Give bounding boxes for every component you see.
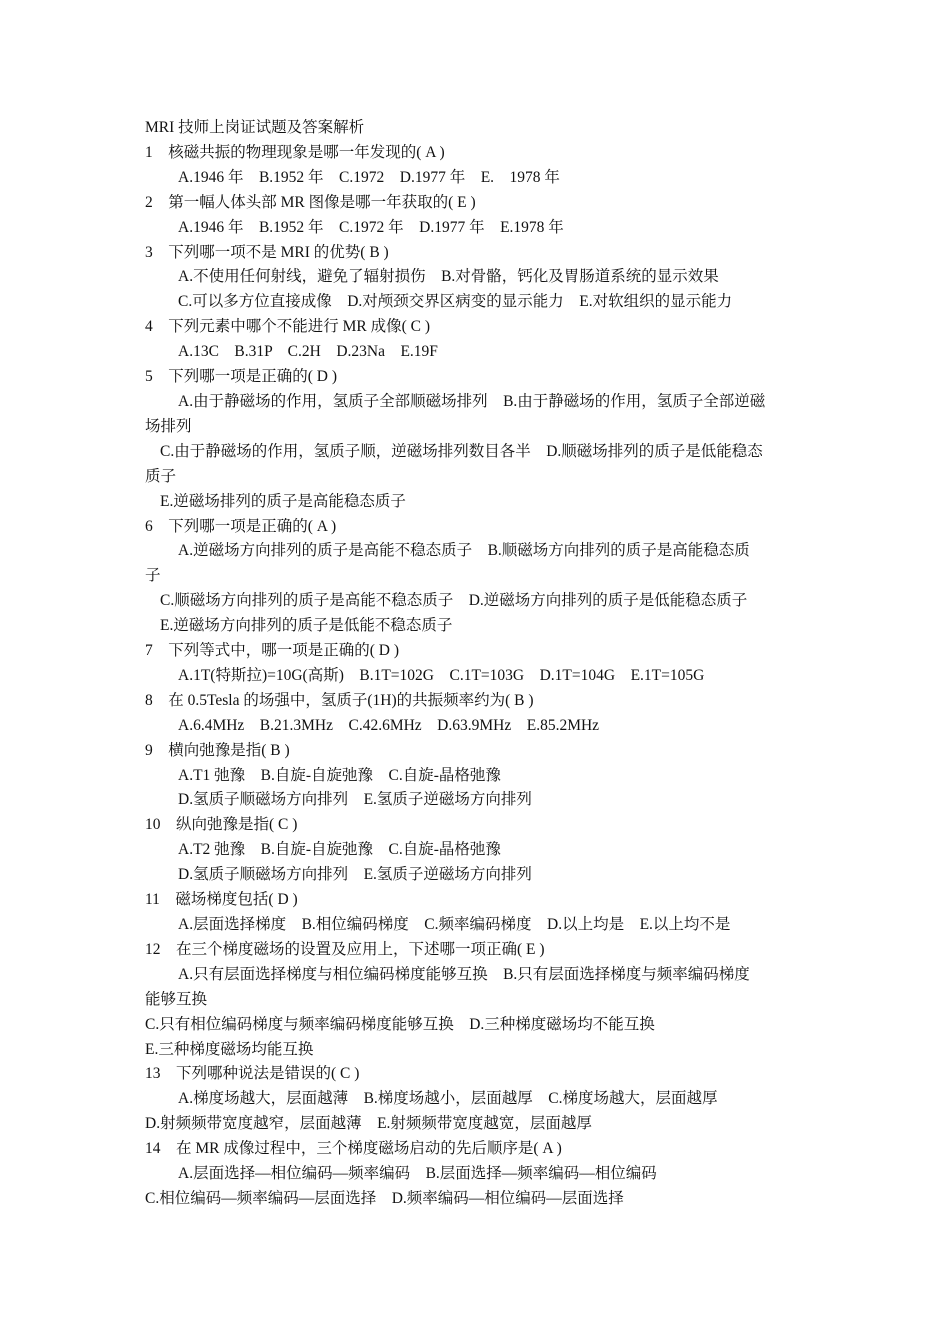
question-line: 质子 [145, 467, 177, 485]
document-body [145, 116, 817, 1212]
question-line: C.相位编码—频率编码—层面选择 D.频率编码—相位编码—层面选择 [145, 1189, 624, 1207]
option-line: A.1T(特斯拉)=10G(高斯) B.1T=102G C.1T=103G D.1T=104G E.1T=105G [178, 666, 705, 684]
option-line: A.1946 年 B.1952 年 C.1972 D.1977 年 E. 1978 年 [178, 168, 560, 186]
question-line: 2 第一幅人体头部 MR 图像是哪一年获取的( E ) [145, 193, 476, 211]
option-line: A.1946 年 B.1952 年 C.1972 年 D.1977 年 E.1978 年 [178, 218, 564, 236]
option-line: A.T1 弛豫 B.自旋-自旋弛豫 C.自旋-晶格弛豫 [178, 766, 501, 784]
option-line: A.T2 弛豫 B.自旋-自旋弛豫 C.自旋-晶格弛豫 [178, 841, 501, 859]
question-line: 4 下列元素中哪个不能进行 MR 成像( C ) [145, 318, 431, 336]
option-line: A.6.4MHz B.21.3MHz C.42.6MHz D.63.9MHz E.85.2MHz [178, 716, 600, 734]
option-line: A.由于静磁场的作用，氢质子全部顺磁场排列 B.由于静磁场的作用，氢质子全部逆磁 [178, 392, 766, 410]
question-line: C.只有相位编码梯度与频率编码梯度能够互换 D.三种梯度磁场均不能互换 [145, 1015, 655, 1033]
option-line: D.氢质子顺磁场方向排列 E.氢质子逆磁场方向排列 [178, 791, 532, 809]
question-line: D.射频频带宽度越窄，层面越薄 E.射频频带宽度越宽，层面越厚 [145, 1115, 592, 1133]
option-line: A.层面选择梯度 B.相位编码梯度 C.频率编码梯度 D.以上均是 E.以上均不是 [178, 916, 731, 933]
option-line: C.由于静磁场的作用，氢质子顺，逆磁场排列数目各半 D.顺磁场排列的质子是低能稳态 [160, 442, 763, 460]
document-title: MRI 技师上岗证试题及答案解析 [145, 119, 365, 136]
question-line: 子 [145, 567, 161, 585]
option-line: A.逆磁场方向排列的质子是高能不稳态质子 B.顺磁场方向排列的质子是高能稳态质 [178, 542, 750, 560]
question-line: 3 下列哪一项不是 MRI 的优势( B ) [145, 243, 389, 261]
option-line: A.13C B.31P C.2H D.23Na E.19F [178, 343, 438, 361]
question-line: 8 在 0.5Tesla 的场强中，氢质子(1H)的共振频率约为( B ) [145, 691, 534, 709]
question-line: 11 磁场梯度包括( D ) [145, 891, 298, 909]
question-line: E.三种梯度磁场均能互换 [145, 1040, 314, 1058]
option-line: C.顺磁场方向排列的质子是高能不稳态质子 D.逆磁场方向排列的质子是低能稳态质子 [160, 592, 748, 610]
question-line: 13 下列哪种说法是错误的( C ) [145, 1065, 360, 1083]
option-line: A.只有层面选择梯度与相位编码梯度能够互换 B.只有层面选择梯度与频率编码梯度 [178, 965, 750, 983]
option-line: E.逆磁场方向排列的质子是低能不稳态质子 [160, 617, 453, 635]
question-line: 14 在 MR 成像过程中，三个梯度磁场启动的先后顺序是( A ) [145, 1140, 562, 1158]
question-line: 6 下列哪一项是正确的( A ) [145, 517, 337, 535]
option-line: A.不使用任何射线，避免了辐射损伤 B.对骨骼，钙化及胃肠道系统的显示效果 [178, 268, 719, 286]
question-line: 7 下列等式中，哪一项是正确的( D ) [145, 642, 400, 660]
option-line: E.逆磁场排列的质子是高能稳态质子 [160, 492, 406, 510]
question-list [145, 141, 817, 1212]
option-line: D.氢质子顺磁场方向排列 E.氢质子逆磁场方向排列 [178, 866, 532, 884]
option-line: A.梯度场越大，层面越薄 B.梯度场越小，层面越厚 C.梯度场越大，层面越厚 [178, 1090, 718, 1108]
question-line: 场排列 [145, 417, 192, 435]
option-line: A.层面选择—相位编码—频率编码 B.层面选择—频率编码—相位编码 [178, 1165, 657, 1183]
question-line: 9 横向弛豫是指( B ) [145, 741, 290, 759]
option-line: C.可以多方位直接成像 D.对颅颈交界区病变的显示能力 E.对软组织的显示能力 [178, 293, 733, 311]
question-line: 1 核磁共振的物理现象是哪一年发现的( A ) [145, 143, 445, 161]
question-line: 5 下列哪一项是正确的( D ) [145, 368, 338, 386]
question-line: 12 在三个梯度磁场的设置及应用上，下述哪一项正确( E ) [145, 940, 545, 958]
question-line: 10 纵向弛豫是指( C ) [145, 816, 298, 834]
question-line: 能够互换 [145, 990, 208, 1008]
